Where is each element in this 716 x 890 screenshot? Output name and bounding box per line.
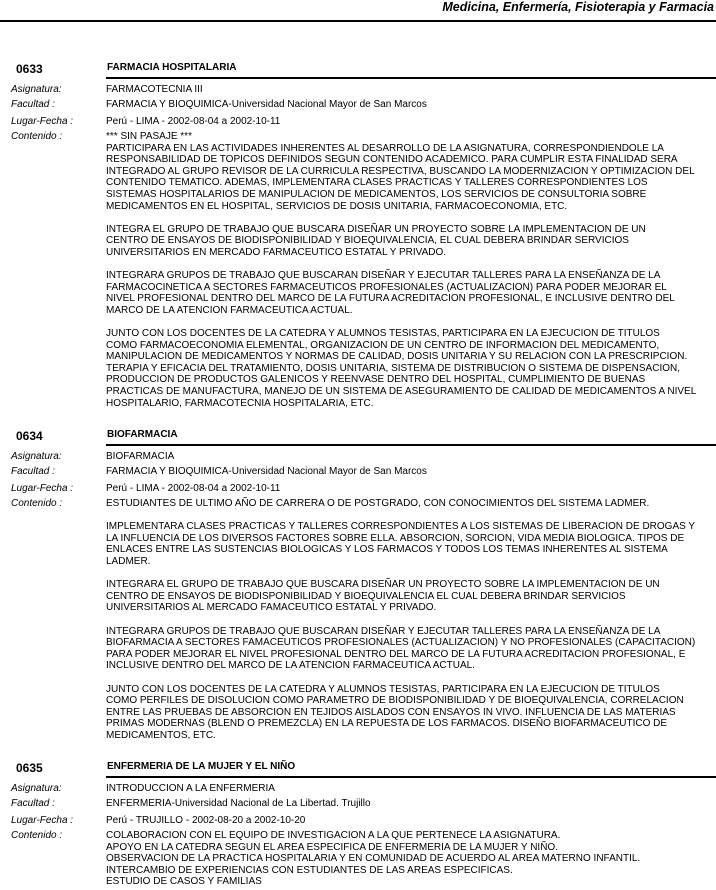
- contenido-line: COMO FARMACOECONOMIA ELEMENTAL, ORGANIZACION DE UN CENTRO DE INFORMACION DEL MEDICAMENTO,: [106, 339, 660, 351]
- contenido-text: [106, 498, 710, 741]
- contenido-line: OBSERVACION DE LA PRACTICA HOSPITALARIA Y EN COMUNIDAD DE ACUERDO AL AREA MATERNO INFANTIL.: [106, 853, 641, 865]
- entry-code: 0633: [16, 62, 43, 76]
- contenido-line: INTEGRADO AL GRUPO REVISOR DE LA CURRICULA RESPECTIVA, BUSCANDO LA MODERNIZACION Y OPTIMIZACION DEL: [106, 165, 695, 177]
- contenido-line: INTEGRA EL GRUPO DE TRABAJO QUE BUSCARA DISEÑAR UN PROYECTO SOBRE LA IMPLEMENTACION DE UN: [106, 223, 646, 235]
- contenido-line: COMO PERFILES DE DISOLUCION COMO PARAMETRO DE BIODISPONIBILIDAD Y DE BIOEQUIVALENCIA, CORRELACION: [106, 695, 684, 707]
- contenido-label: Contenido :: [11, 830, 63, 841]
- contenido-line: UNIVERSITARIOS AL MERCADO FAMACEUTICO ESTATAL Y PRIVADO.: [106, 602, 437, 614]
- asignatura-label: Asignatura:: [11, 783, 62, 794]
- contenido-line: CENTRO DE ENSAYOS DE BIODISPONIBILIDAD Y BIOEQUIVALENCIA EL CUAL DEBERA BRINDAR SERVICIOS: [106, 590, 626, 602]
- contenido-line: ENLACES ENTRE LAS SUSTENCIAS BIOLOGICAS Y LOS FARMACOS Y TODOS LOS TEMAS INHERENTES AL SISTEMA: [106, 544, 668, 556]
- contenido-line: BIOFARMACIA A SECTORES FAMACEUTICOS PROFESIONALES (ACTUALIZACION) Y NO PROFESIONALES (CAPACITACION): [106, 637, 696, 649]
- contenido-line: TERAPIA Y EFICACIA DEL TRATAMIENTO, DOSIS UNITARIA, SISTEMA DE DISTRIBUCION O SISTEMA DE DISPENSACION,: [106, 362, 681, 374]
- contenido-line: MEDICAMENTOS EN EL HOSPITAL, SERVICIOS DE DOSIS UNITARIA, FARMACOECONOMIA, ETC.: [106, 200, 568, 212]
- contenido-line: CONTENIDO TEMATICO. ADEMAS, IMPLEMENTARA CLASES PRACTICAS Y TALLERES CORRESPONDIENTES LOS: [106, 177, 648, 189]
- paragraph-gap: [106, 317, 710, 329]
- entry-title: BIOFARMACIA: [107, 429, 178, 440]
- contenido-line: INCLUSIVE DENTRO DEL MARCO DE LA ATENCION FARMACEUTICA ACTUAL.: [106, 660, 475, 672]
- contenido-line: MARCO DE LA ATENCION FARMACEUTICA ACTUAL.: [106, 304, 353, 316]
- contenido-line: PRIMAS MODERNAS (BLEND O PREMEZCLA) EN LA REPUESTA DE LOS FARMACOS. DISEÑO BIOFARMACEUTICO DE: [106, 718, 668, 730]
- paragraph-gap: [106, 614, 710, 626]
- entry-title: FARMACIA HOSPITALARIA: [107, 62, 237, 73]
- asignatura-label: Asignatura:: [11, 84, 62, 95]
- title-rule: [106, 776, 716, 778]
- facultad-label: Facultad :: [11, 466, 55, 477]
- contenido-line: RESPONSABILIDAD DE TOPICOS DEFINIDOS SEGUN CONTENIDO ACADEMICO. PARA CUMPLIR ESTA FINALIDAD SERA: [106, 154, 678, 166]
- facultad-value: ENFERMERIA-Universidad Nacional de La Libertad. Trujillo: [106, 798, 371, 809]
- facultad-value: FARMACIA Y BIOQUIMICA-Universidad Nacional Mayor de San Marcos: [106, 99, 427, 110]
- entry-code: 0634: [16, 429, 43, 443]
- lugar-fecha-label: Lugar-Fecha :: [11, 483, 74, 494]
- contenido-line: PARTICIPARA EN LAS ACTIVIDADES INHERENTES AL DESARROLLO DE LA ASIGNATURA, CORRESPONDIENDOLE LA: [106, 142, 664, 154]
- contenido-line: INTERCAMBIO DE EXPERIENCIAS CON ESTUDIANTES DE LAS AREAS ESPECIFICAS.: [106, 864, 513, 876]
- contenido-text: [106, 830, 710, 888]
- lugar-fecha-label: Lugar-Fecha :: [11, 116, 74, 127]
- asignatura-value: BIOFARMACIA: [106, 451, 175, 462]
- contenido-line: INTEGRARA EL GRUPO DE TRABAJO QUE BUSCARA DISEÑAR UN PROYECTO SOBRE LA IMPLEMENTACION DE UN: [106, 579, 660, 591]
- contenido-line: NIVEL PROFESIONAL DENTRO DEL MARCO DE LA FUTURA ACREDITACION PROFESIONAL, E INCLUSIVE DENTRO DEL: [106, 293, 675, 305]
- contenido-line: MEDICAMENTOS, ETC.: [106, 729, 216, 741]
- contenido-line: INTEGRARA GRUPOS DE TRABAJO QUE BUSCARAN DISEÑAR Y EJECUTAR TALLERES PARA LA ENSEÑANZA DE LA: [106, 625, 661, 637]
- contenido-line: LA INFLUENCIA DE LOS DIVERSOS FACTORES SOBRE ELLA. ABSORCION, SORCION, VIDA MEDIA BIOLOGICA. TIPOS DE: [106, 532, 685, 544]
- contenido-line: ESTUDIO DE CASOS Y FAMILIAS: [106, 876, 262, 888]
- facultad-label: Facultad :: [11, 798, 55, 809]
- contenido-line: ESTUDIANTES DE ULTIMO AÑO DE CARRERA O DE POSTGRADO, CON CONOCIMIENTOS DEL SISTEMA LADMER.: [106, 498, 650, 509]
- contenido-line: PARA PODER MEJORAR EL NIVEL PROFESIONAL DENTRO DEL MARCO DE LA FUTURA ACREDITACION PROFESIONAL, E: [106, 648, 686, 660]
- entry-title: ENFERMERIA DE LA MUJER Y EL NIÑO: [107, 761, 296, 772]
- title-rule: [106, 444, 716, 446]
- lugar-fecha-value: Perú - LIMA - 2002-08-04 a 2002-10-11: [106, 483, 281, 494]
- contenido-line: MANIPULACION DE MEDICAMENTOS Y NORMAS DE CALIDAD, DOSIS UNITARIA Y SU RELACION CON LA PRESCRIPCION.: [106, 351, 688, 363]
- contenido-line: CENTRO DE ENSAYOS DE BIODISPONIBILIDAD Y BIOEQUIVALENCIA, EL CUAL DEBERA BRINDAR SERVICIOS: [106, 235, 629, 247]
- page-header: [0, 0, 716, 22]
- header-title: Medicina, Enfermería, Fisioterapia y Farmacia: [442, 0, 714, 14]
- contenido-line: FARMACOCINETICA A SECTORES FARMACEUTICOS PROFESIONALES (ACTUALIZACION) PARA PODER MEJORAR EL: [106, 281, 667, 293]
- asignatura-value: INTRODUCCION A LA ENFERMERIA: [106, 783, 275, 794]
- contenido-line: UNIVERSITARIOS EN MERCADO FARMACEUTICO ESTATAL Y PRIVADO.: [106, 246, 447, 258]
- contenido-line: PRODUCCION DE PRODUCTOS GALENICOS Y REENVASE DENTRO DEL HOSPITAL, CUMPLIMIENTO DE BUENAS: [106, 374, 646, 386]
- contenido-line: JUNTO CON LOS DOCENTES DE LA CATEDRA Y ALUMNOS TESISTAS, PARTICIPARA EN LA EJECUCION DE TITULOS: [106, 328, 660, 340]
- paragraph-gap: [106, 672, 710, 684]
- contenido-line: SISTEMAS HOSPITALARIOS DE MANIPULACION DE MEDICAMENTOS, LOS SERVICIOS DE CONSULTORIA SOBRE: [106, 188, 647, 200]
- facultad-value: FARMACIA Y BIOQUIMICA-Universidad Nacional Mayor de San Marcos: [106, 466, 427, 477]
- contenido-line: JUNTO CON LOS DOCENTES DE LA CATEDRA Y ALUMNOS TESISTAS, PARTICIPARA EN LA EJECUCION DE TITULOS: [106, 683, 660, 695]
- title-rule: [106, 77, 716, 79]
- contenido-text: [106, 131, 710, 409]
- lugar-fecha-value: Perú - LIMA - 2002-08-04 a 2002-10-11: [106, 116, 281, 127]
- asignatura-value: FARMACOTECNIA III: [106, 84, 203, 95]
- lugar-fecha-value: Perú - TRUJILLO - 2002-08-20 a 2002-10-20: [106, 815, 306, 826]
- contenido-line: ENTRE LAS PRUEBAS DE ABSORCION EN TEJIDOS AISLADOS CON ENSAYOS IN VIVO. INFLUENCIA DE LAS MATERIAS: [106, 706, 676, 718]
- contenido-line: INTEGRARA GRUPOS DE TRABAJO QUE BUSCARAN DISEÑAR Y EJECUTAR TALLERES PARA LA ENSEÑANZA DE LA: [106, 270, 661, 282]
- contenido-line: HOSPITALARIO, FARMACOTECNIA HOSPITALARIA, ETC.: [106, 397, 374, 409]
- lugar-fecha-label: Lugar-Fecha :: [11, 815, 74, 826]
- contenido-line: PRACTICAS DE MANUFACTURA, MANEJO DE UN SISTEMA DE ASEGURAMIENTO DE CALIDAD DE MEDICAMENTOS A NIVEL: [106, 386, 697, 398]
- contenido-line: APOYO EN LA CATEDRA SEGUN EL AREA ESPECIFICA DE ENFERMERIA DE LA MUJER Y NIÑO.: [106, 841, 558, 853]
- contenido-line: COLABORACION CON EL EQUIPO DE INVESTIGACION A LA QUE PERTENECE LA ASIGNATURA.: [106, 830, 561, 841]
- asignatura-label: Asignatura:: [11, 451, 62, 462]
- contenido-line: IMPLEMENTARA CLASES PRACTICAS Y TALLERES CORRESPONDIENTES A LOS SISTEMAS DE LIBERACION DE DROGAS Y: [106, 521, 696, 533]
- facultad-label: Facultad :: [11, 99, 55, 110]
- contenido-label: Contenido :: [11, 131, 63, 142]
- entry-code: 0635: [16, 761, 43, 775]
- contenido-label: Contenido :: [11, 498, 63, 509]
- contenido-line: *** SIN PASAJE ***: [106, 131, 192, 142]
- paragraph-gap: [106, 212, 710, 224]
- contenido-line: LADMER.: [106, 555, 151, 567]
- paragraph-gap: [106, 510, 710, 522]
- paragraph-gap: [106, 259, 710, 271]
- paragraph-gap: [106, 568, 710, 580]
